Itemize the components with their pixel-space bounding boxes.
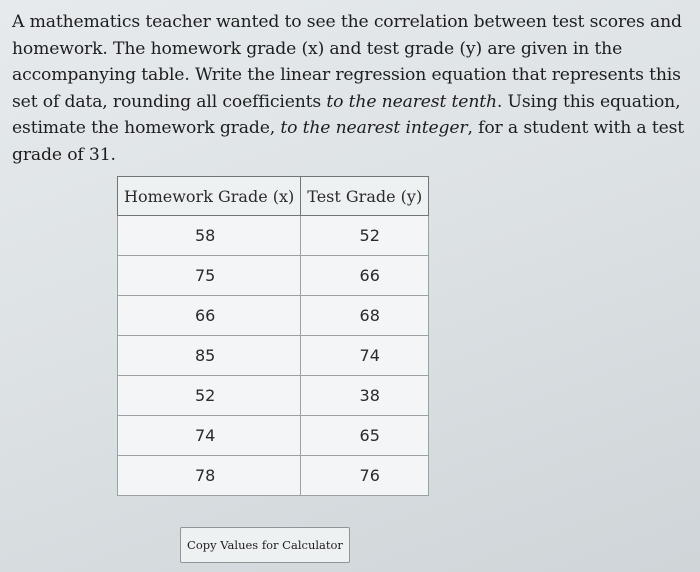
problem-emphasis-nearest-tenth: to the nearest tenth xyxy=(326,91,497,112)
homework-grade-cell: 75 xyxy=(118,256,301,296)
test-grade-cell: 52 xyxy=(301,216,429,256)
table-row xyxy=(118,256,429,296)
problem-text-part1: A mathematics teacher wanted to see the correlation between test scores and homework. The homework grade (x) and test grade (y) are given in the accompanying table. Write the linear regression equation that represents this set of data, rounding all coefficients xyxy=(12,12,682,112)
table-row xyxy=(118,216,429,256)
table-row xyxy=(118,296,429,336)
homework-grade-cell: 66 xyxy=(118,296,301,336)
column-header-homework-grade: Homework Grade (x) xyxy=(118,177,301,216)
homework-grade-cell: 52 xyxy=(118,376,301,416)
table-row xyxy=(118,336,429,376)
test-grade-cell: 68 xyxy=(301,296,429,336)
test-grade-cell: 74 xyxy=(301,336,429,376)
test-grade-cell: 38 xyxy=(301,376,429,416)
table-row xyxy=(118,456,429,496)
copy-values-button[interactable]: Copy Values for Calculator xyxy=(180,527,350,563)
homework-grade-cell: 85 xyxy=(118,336,301,376)
table-row xyxy=(118,376,429,416)
test-grade-cell: 65 xyxy=(301,416,429,456)
table-row xyxy=(118,416,429,456)
problem-text-part3: , for a student with a test grade of 31. xyxy=(12,118,685,165)
problem-text xyxy=(12,9,700,168)
table-header-row xyxy=(118,177,429,216)
column-header-test-grade: Test Grade (y) xyxy=(301,177,429,216)
problem-text-part2: . Using this equation, estimate the homework grade, xyxy=(12,91,681,138)
homework-grade-cell: 58 xyxy=(118,216,301,256)
homework-grade-cell: 78 xyxy=(118,456,301,496)
test-grade-cell: 66 xyxy=(301,256,429,296)
data-table xyxy=(117,176,429,496)
test-grade-cell: 76 xyxy=(301,456,429,496)
problem-emphasis-nearest-integer: to the nearest integer xyxy=(280,118,468,138)
homework-grade-cell: 74 xyxy=(118,416,301,456)
